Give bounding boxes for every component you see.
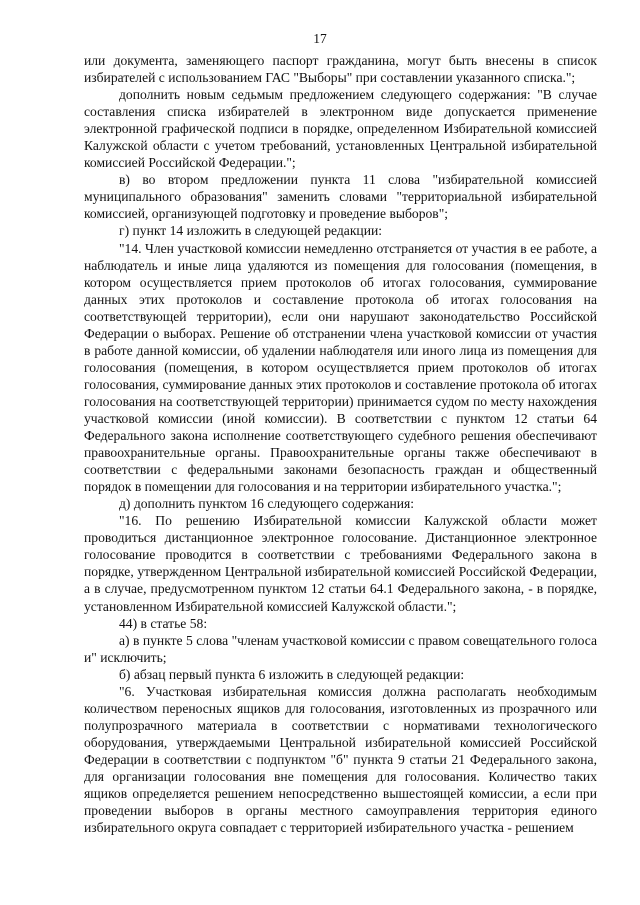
paragraph-item-a: а) в пункте 5 слова "членам участковой комиссии с правом совещательного голоса и" исключить;	[84, 632, 597, 665]
page-number: 17	[313, 31, 327, 46]
paragraph-point-16: "16. По решению Избирательной комиссии Калужской области может проводиться дистанционное электронное голосование. Дистанционное электронное голосование проводится в соответствии с требованиями Федерального закона в порядке, утвержденном Центральной избирательной комиссией Российской Федерации, а в случае, предусмотренном пунктом 12 статьи 64.1 Федерального закона, - в порядке, установленном Избирательной комиссией Калужской области.";	[84, 513, 597, 614]
paragraph-point-6: "6. Участковая избирательная комиссия должна располагать необходимым количеством переносных ящиков для голосования, изготовленных из прозрачного или полупрозрачного материала в соответствии с нормативами технологического оборудования, утверждаемыми Центральной избирательной комиссией Российской Федерации в соответствии с подпунктом "б" пункта 9 статьи 21 Федерального закона, для организации голосования вне помещения для голосования. Количество таких ящиков определяется решением непосредственно вышестоящей комиссии, а если при проведении выборов в органы местного самоуправления территория единого избирательного округа совпадает с территорией избирательного участка - решением	[84, 683, 597, 836]
paragraph-point-14: "14. Член участковой комиссии немедленно отстраняется от участия в ее работе, а наблюдатель и иные лица удаляются из помещения для голосования (помещения, в котором осуществляется прием протоколов об итогах голосования, суммирование данных этих протоколов и составление протокола об итогах голосования на соответствующей территории), если они нарушают законодательство Российской Федерации о выборах. Решение об отстранении члена участковой комиссии от участия в работе данной комиссии, об удалении наблюдателя или иного лица из помещения для голосования (помещения, в котором осуществляется прием протоколов об итогах голосования, суммирование данных этих протоколов и составление протокола об итогах голосования на соответствующей территории) принимается судом по месту нахождения участковой комиссии (иной комиссии). В соответствии с пунктом 12 статьи 64 Федерального закона исполнение соответствующего судебного решения обеспечивают правоохранительные органы. Правоохранительные органы также обеспечивают в соответствии с федеральными законами безопасность граждан и общественный порядок в помещении для голосования и на территории избирательного участка.";	[84, 240, 597, 495]
paragraph-continuation: или документа, заменяющего паспорт гражданина, могут быть внесены в список избирателей с использованием ГАС "Выборы" при составлении указанного списка.";	[84, 53, 597, 86]
paragraph-item-g: г) пункт 14 изложить в следующей редакции:	[119, 223, 383, 239]
document-text	[84, 52, 597, 836]
paragraph-article-58: 44) в статье 58:	[119, 615, 208, 631]
paragraph-item-v: в) во втором предложении пункта 11 слова "избирательной комиссией муниципального образования" заменить словами "территориальной избирательной комиссией, организующей подготовку и проведение выборов";	[84, 172, 597, 222]
paragraph-item-b: б) абзац первый пункта 6 изложить в следующей редакции:	[119, 666, 465, 682]
paragraph-item-d: д) дополнить пунктом 16 следующего содержания:	[119, 496, 415, 512]
paragraph-seventh-sentence: дополнить новым седьмым предложением следующего содержания: "В случае составления списка избирателей в электронном виде допускается применение электронной графической подписи в порядке, определенном Избирательной комиссией Калужской области с учетом требований, установленных Центральной избирательной комиссией Российской Федерации.";	[84, 87, 597, 171]
